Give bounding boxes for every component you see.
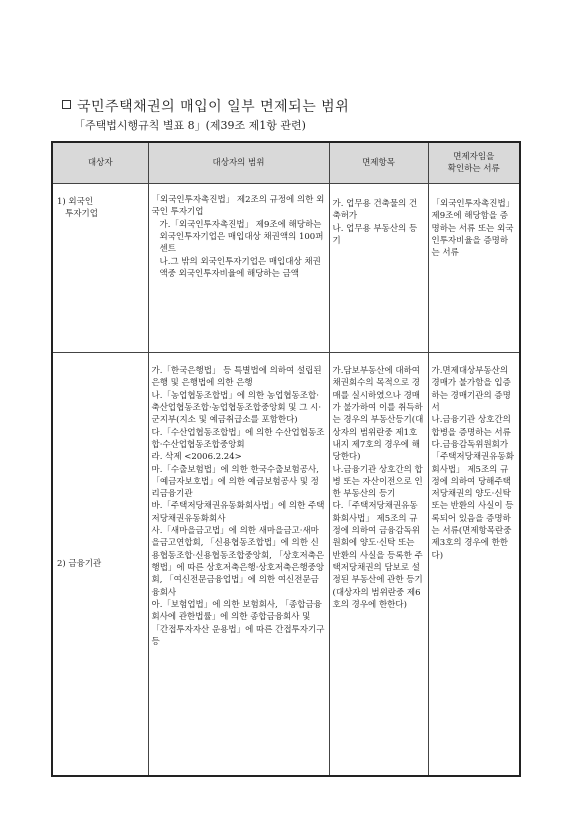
exemption-item: 가. 업무용 건축물의 건축허가 [332, 199, 418, 222]
document-item: 「외국인투자촉진법」 제9조에 해당함을 증명하는 서류 또는 외국인투자비율을 증명하는 서류 [431, 199, 517, 259]
table-header-row [52, 142, 520, 184]
scope-item: 라. 삭제 <2006.2.24> [151, 452, 242, 463]
row-scope [148, 184, 329, 353]
scope-item: 나.「농업협동조합법」에 의한 농업협동조합·축산업협동조합·농업협동조합중앙회 및 그 시·군지부(지소 및 예금취급소를 포함한다) [151, 390, 322, 426]
header-exemptions: 면제항목 [329, 142, 428, 184]
exemption-item: 나.금융기관 상호간의 합병 또는 자산이전으로 인한 부동산의 등기 [332, 464, 423, 500]
row-documents [428, 184, 520, 353]
row-category: 1) 외국인 투자기업 [52, 184, 148, 353]
row-scope [148, 353, 329, 777]
exemption-item: 가.담보부동산에 대하여 채권회수의 목적으로 경매를 실시하였으나 경매가 불가하여 이를 취득하는 경우의 부동산등기(대상자의 범위란중 제1호 내지 제7호의 경우에 해당한다) [332, 366, 424, 463]
exemption-item: 다.「주택저당채권유동화회사법」 제5조의 규정에 의하여 금융감독위원회에 양도·신탁 또는 반환의 사실을 등록한 주택저당채권의 담보로 설정된 부동산에 관한 등기(대상자의 범위란중 제6호의 경우에 한한다) [332, 501, 423, 610]
page-title: 국민주택채권의 매입이 일부 면제되는 범위 [62, 96, 349, 116]
scope-item: 아.「보험업법」에 의한 보험회사, 「종합금융회사에 관한법률」에 의한 종합금융회사 및 「간접투자자산 운용법」에 따른 간접투자기구등 [151, 599, 325, 647]
row-exemptions [329, 184, 428, 353]
header-scope: 대상자의 범위 [148, 142, 329, 184]
row-documents [428, 353, 520, 777]
header-documents: 면제자임을 확인하는 서류 [428, 142, 520, 184]
document-item: 나.금융기관 상호간의 합병을 증명하는 서류 [431, 415, 514, 438]
header-target: 대상자 [52, 142, 148, 184]
scope-item: 다.「수산업협동조합법」에 의한 수산업협동조합·수산업협동조합중앙회 [151, 427, 325, 450]
document-item: 다.금융감독위원회가 「주택저당채권유동화회사법」 제5조의 규정에 의하여 당해주택저당채권의 양도·신탁 또는 반환의 사실이 등록되어 있음을 증명하는 서류(면제항목란중 제3호의 경우에 한한다) [431, 439, 515, 561]
document-item: 가.면제대상부동산의 경매가 불가함을 입증하는 경매기관의 증명서 [431, 366, 511, 413]
square-bullet-icon [62, 100, 71, 109]
row-category: 2) 금융기관 [52, 353, 148, 777]
scope-item: 사.「새마을금고법」에 의한 새마을금고·새마을금고연합회, 「신용협동조합법」에 의한 신용협동조합·신용협동조합중앙회, 「상호저축은행법」에 따른 상호저축은행·상호저축은행중앙회, 「여신전문금융업법」에 의한 여신전문금융회사 [151, 526, 325, 598]
exemption-item: 나. 업무용 부동산의 등기 [332, 223, 418, 246]
row-exemptions [329, 353, 428, 777]
scope-item: 마.「수출보험법」에 의한 한국수출보험공사, 「예금자보호법」에 의한 예금보험공사 및 정리금융기관 [151, 464, 322, 500]
exemption-table [51, 141, 521, 777]
table-row [52, 353, 520, 777]
scope-item: 나.그 밖의 외국인투자기업은 매입대상 채권액중 외국인투자비율에 해당하는 금액 [159, 256, 321, 279]
table-row [52, 184, 520, 353]
scope-item: 바.「주택저당채권유동화회사법」에 의한 주택저당채권유동화회사 [151, 501, 325, 524]
scope-item: 「외국인투자촉진법」 제2조의 규정에 의한 외국인 투자기업 [151, 195, 325, 218]
page-subtitle: 「주택법시행규칙 별표 8」(제39조 제1항 관련) [74, 119, 306, 132]
scope-item: 가.「한국은행법」 등 특별법에 의하여 설립된 은행 및 은행법에 의한 은행 [151, 366, 325, 389]
scope-item: 가.「외국인투자촉진법」 제9조에 해당하는 외국인투자기업은 매입대상 채권액의 100퍼센트 [159, 219, 325, 255]
